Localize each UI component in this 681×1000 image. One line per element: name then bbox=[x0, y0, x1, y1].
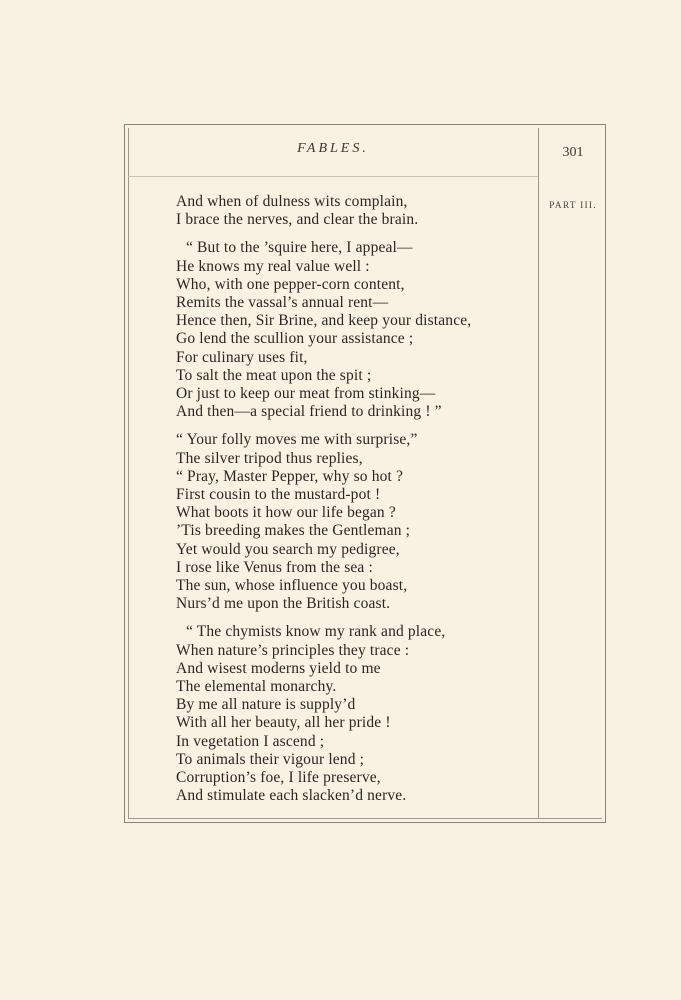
poem-line: “ The chymists know my rank and place, bbox=[186, 623, 446, 641]
page-number: 301 bbox=[562, 145, 584, 160]
poem-line: To animals their vigour lend ; bbox=[176, 750, 365, 768]
poem-line: For culinary uses fit, bbox=[176, 348, 308, 366]
poem-line: I brace the nerves, and clear the brain. bbox=[176, 211, 419, 229]
poem-line: First cousin to the mustard-pot ! bbox=[176, 486, 381, 504]
poem-line: Who, with one pepper-corn content, bbox=[176, 275, 405, 293]
stanza bbox=[176, 193, 531, 229]
margin-column-rule bbox=[538, 128, 539, 819]
running-title: FABLES. bbox=[297, 141, 369, 156]
poem-line: The sun, whose influence you boast, bbox=[176, 577, 408, 595]
poem-line: Nurs’d me upon the British coast. bbox=[176, 595, 391, 613]
poem-line: Go lend the scullion your assistance ; bbox=[176, 330, 414, 348]
poem-line: Hence then, Sir Brine, and keep your distance, bbox=[176, 312, 472, 330]
poem-line: What boots it how our life began ? bbox=[176, 504, 396, 522]
poem-line: In vegetation I ascend ; bbox=[176, 732, 325, 750]
stanza bbox=[176, 623, 531, 805]
stanza bbox=[176, 239, 531, 421]
poem-line: Remits the vassal’s annual rent— bbox=[176, 294, 389, 312]
poem-line: And when of dulness wits complain, bbox=[176, 193, 408, 210]
poem-line: The silver tripod thus replies, bbox=[176, 449, 363, 467]
poem-line: Yet would you search my pedigree, bbox=[176, 540, 400, 558]
poem-line: And then—a special friend to drinking ! ” bbox=[176, 403, 442, 421]
poem-line: He knows my real value well : bbox=[176, 257, 370, 275]
poem-line: “ Pray, Master Pepper, why so hot ? bbox=[176, 467, 404, 485]
poem-line: “ But to the ’squire here, I appeal— bbox=[186, 239, 413, 257]
poem-line: Or just to keep our meat from stinking— bbox=[176, 385, 436, 403]
poem-line: And stimulate each slacken’d nerve. bbox=[176, 787, 407, 805]
poem-line: Corruption’s foe, I life preserve, bbox=[176, 769, 381, 787]
poem-line: ’Tis breeding makes the Gentleman ; bbox=[176, 522, 411, 540]
stanza bbox=[176, 431, 531, 613]
poem-line: By me all nature is supply’d bbox=[176, 696, 356, 714]
poem-line: When nature’s principles they trace : bbox=[176, 641, 410, 659]
poem-line: “ Your folly moves me with surprise,” bbox=[176, 431, 418, 449]
poem-line: The elemental monarchy. bbox=[176, 678, 337, 696]
poem-body bbox=[176, 193, 531, 816]
poem-line: And wisest moderns yield to me bbox=[176, 659, 381, 677]
poem-line: With all her beauty, all her pride ! bbox=[176, 714, 391, 732]
poem-line: I rose like Venus from the sea : bbox=[176, 558, 373, 576]
header-rule bbox=[128, 176, 538, 177]
poem-line: To salt the meat upon the spit ; bbox=[176, 366, 372, 384]
part-label: PART III. bbox=[549, 201, 597, 211]
